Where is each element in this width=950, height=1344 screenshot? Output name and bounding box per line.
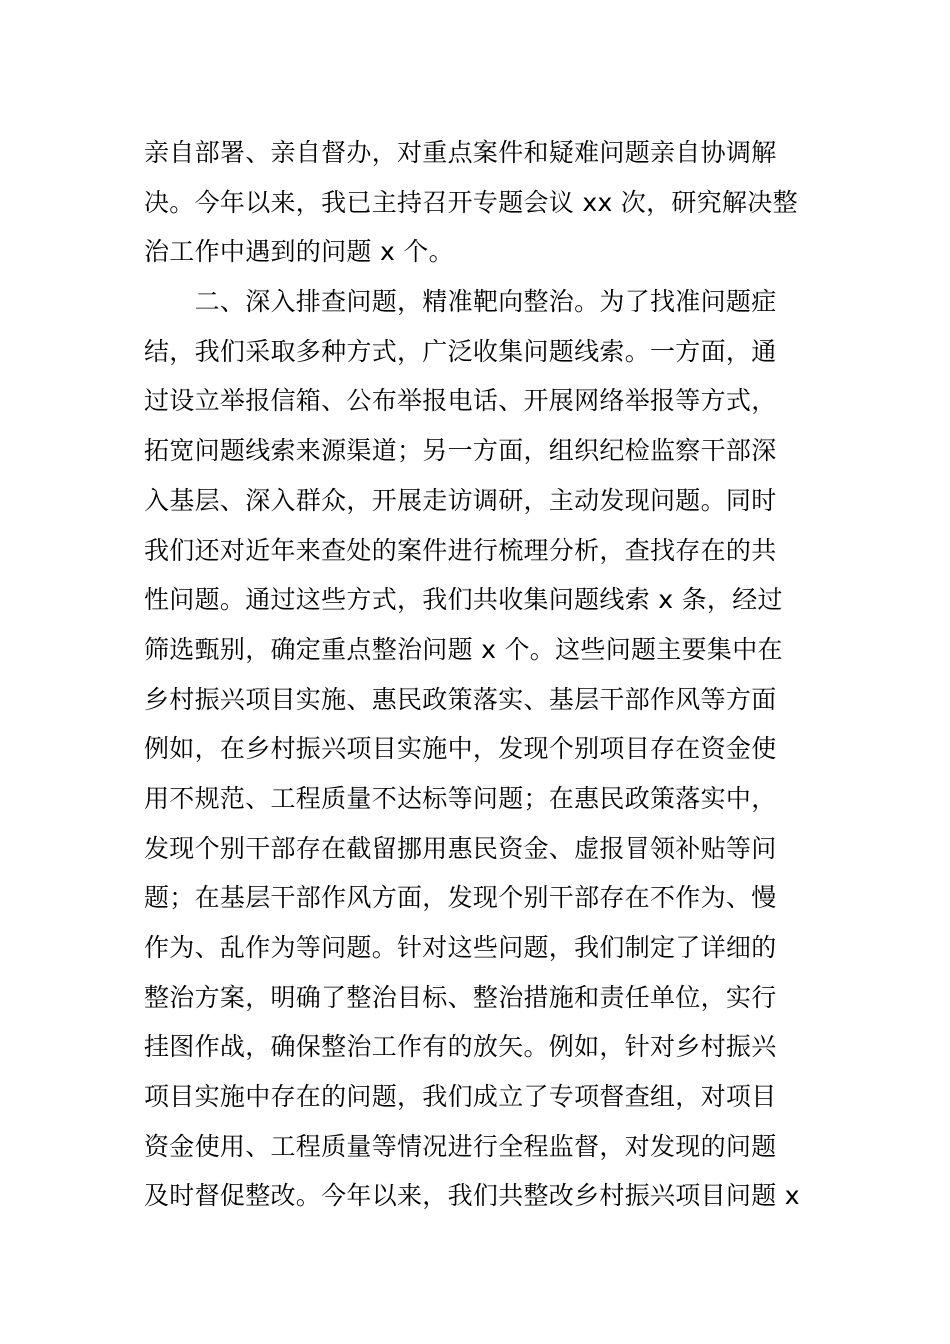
- body-text: [144, 128, 824, 1221]
- text-line-21: 资金使用、工程质量等情况进行全程监督，对发现的问题: [144, 1131, 777, 1161]
- text-line-5: 结，我们采取多种方式，广泛收集问题线索。一方面，通: [144, 336, 777, 366]
- text-line-19: 挂图作战，确保整治工作有的放矢。例如，针对乡村振兴: [144, 1032, 777, 1062]
- text-line-4: 二、深入排查问题，精准靶向整治。为了找准问题症: [144, 287, 777, 317]
- text-line-3: 治工作中遇到的问题 x 个。: [144, 237, 454, 267]
- text-line-13: 例如，在乡村振兴项目实施中，发现个别项目存在资金使: [144, 734, 777, 764]
- text-line-6: 过设立举报信箱、公布举报电话、开展网络举报等方式，: [144, 386, 777, 416]
- text-line-1: 亲自部署、亲自督办，对重点案件和疑难问题亲自协调解: [144, 138, 777, 167]
- text-line-10: 性问题。通过这些方式，我们共收集问题线索 x 条，经过: [144, 585, 783, 615]
- text-line-16: 题；在基层干部作风方面，发现个别干部存在不作为、慢: [144, 883, 777, 913]
- text-line-9: 我们还对近年来查处的案件进行梳理分析，查找存在的共: [144, 535, 777, 565]
- text-line-22: 及时督促整改。今年以来，我们共整改乡村振兴项目问题 x: [144, 1181, 800, 1211]
- text-line-18: 整治方案，明确了整治目标、整治措施和责任单位，实行: [144, 982, 777, 1012]
- text-line-2: 决。今年以来，我已主持召开专题会议 xx 次，研究解决整: [144, 187, 798, 217]
- text-line-8: 入基层、深入群众，开展走访调研，主动发现问题。同时: [144, 485, 777, 515]
- text-line-14: 用不规范、工程质量不达标等问题；在惠民政策落实中，: [144, 783, 777, 813]
- text-line-15: 发现个别干部存在截留挪用惠民资金、虚报冒领补贴等问: [144, 833, 777, 863]
- text-line-12: 乡村振兴项目实施、惠民政策落实、基层干部作风等方面: [144, 684, 777, 714]
- text-line-20: 项目实施中存在的问题，我们成立了专项督查组，对项目: [144, 1082, 777, 1112]
- text-line-11: 筛选甄别，确定重点整治问题 x 个。这些问题主要集中在: [144, 634, 783, 664]
- text-line-7: 拓宽问题线索来源渠道；另一方面，组织纪检监察干部深: [144, 436, 777, 466]
- text-line-17: 作为、乱作为等问题。针对这些问题，我们制定了详细的: [144, 933, 777, 962]
